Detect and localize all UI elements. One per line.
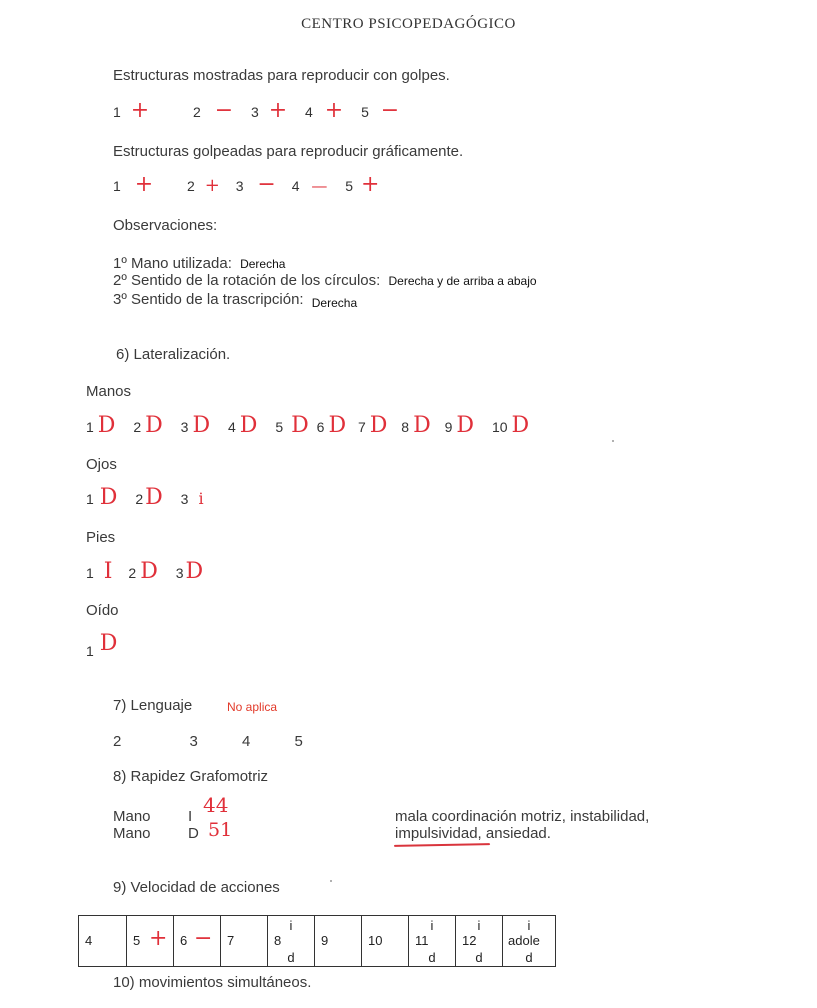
grafomotor-heading: 8) Rapidez Grafomotriz (113, 768, 269, 785)
comment-rest: , ansiedad. (477, 825, 551, 842)
hand-left-side: I (188, 808, 193, 825)
hand-right-side: D (188, 825, 199, 842)
ear-row (86, 631, 118, 659)
handwritten-mark: D (239, 413, 258, 438)
item-number: 4 (305, 104, 313, 120)
item-number: 1 (113, 178, 121, 194)
table-cell (268, 916, 315, 967)
language-note: No aplica (227, 700, 278, 714)
item-number: 1 (86, 565, 94, 581)
item-number: 2 (128, 565, 137, 581)
item-number: 7 (357, 419, 366, 435)
handwritten-mark: − (194, 926, 213, 951)
item-number: 5 (361, 104, 369, 120)
item-number: 2 (187, 178, 195, 194)
cell-label: 5 (133, 933, 141, 948)
table-cell (409, 916, 456, 967)
hand-used-value: Derecha (240, 257, 286, 271)
table-cell (503, 916, 556, 967)
item-number: 4 (291, 178, 300, 194)
grafomotor-comment-line2 (395, 825, 551, 842)
item-number: 3 (189, 733, 198, 750)
feet-label: Pies (86, 529, 116, 546)
item-number: 5 (275, 419, 284, 435)
structures-struck-row (113, 174, 379, 196)
handwritten-mark: D (185, 559, 204, 584)
page-title: CENTRO PSICOPEDAGÓGICO (301, 16, 516, 32)
table-cell (456, 916, 503, 967)
table-row (79, 916, 556, 967)
handwritten-mark: D (145, 485, 163, 510)
item-number: 2 (135, 491, 144, 507)
structures-struck-label: Estructuras golpeadas para reproducir gráficamente. (113, 143, 464, 160)
rotation-label: 2º Sentido de la rotación de los círculos: (113, 272, 381, 289)
item-number: 10 (491, 419, 508, 435)
hands-row (86, 415, 529, 437)
hand-right-score: 51 (208, 819, 233, 841)
item-number: 1 (113, 104, 121, 120)
handwritten-mark: D (328, 413, 347, 438)
handwritten-mark: + (149, 926, 168, 951)
structures-shown-label: Estructuras mostradas para reproducir con golpes. (113, 67, 450, 84)
table-cell (174, 916, 221, 967)
item-number: 2 (113, 733, 122, 750)
item-number: 6 (316, 419, 325, 435)
cell-label: 9 (321, 933, 329, 948)
item-number: 5 (345, 178, 354, 194)
handwritten-mark: D (192, 413, 211, 438)
hand-used-line (113, 255, 285, 272)
handwritten-mark: − (257, 172, 276, 197)
transcription-line (113, 291, 357, 308)
table-cell (127, 916, 174, 967)
hand-right-label: Mano (113, 825, 151, 842)
eyes-label: Ojos (86, 456, 117, 473)
cell-label: adole (508, 933, 540, 948)
handwritten-mark: D (456, 413, 475, 438)
hand-used-label: 1º Mano utilizada: (113, 255, 232, 272)
rotation-value: Derecha y de arriba a abajo (388, 274, 537, 288)
red-underline (394, 843, 490, 847)
grafomotor-comment-line1: mala coordinación motriz, instabilidad, (395, 808, 650, 825)
handwritten-mark: + (324, 98, 344, 123)
scan-speck (330, 880, 332, 882)
language-heading: 7) Lenguaje (113, 697, 193, 714)
cell-bottom-mark: d (525, 950, 533, 965)
lateralization-heading: 6) Lateralización. (116, 346, 231, 363)
item-number: 3 (175, 565, 184, 581)
handwritten-mark: D (99, 485, 118, 510)
item-number: 4 (227, 419, 236, 435)
table-cell (315, 916, 362, 967)
cell-bottom-mark: d (475, 950, 483, 965)
cell-label: 4 (85, 933, 93, 948)
language-numbers (113, 733, 303, 750)
handwritten-mark: D (511, 413, 530, 438)
cell-bottom-mark: d (287, 950, 295, 965)
item-number: 2 (193, 104, 201, 120)
item-number: 4 (242, 733, 251, 750)
hand-left-score: 44 (203, 793, 229, 817)
cell-label: 7 (227, 933, 235, 948)
cell-top-mark: i (477, 918, 481, 933)
rotation-line (113, 272, 537, 289)
cell-label: 12 (462, 933, 477, 948)
handwritten-mark: − (380, 98, 400, 123)
item-number: 1 (86, 491, 94, 507)
ear-label: Oído (86, 602, 119, 619)
feet-row (86, 561, 203, 583)
observations-label: Observaciones: (113, 217, 218, 234)
item-number: 5 (294, 733, 303, 750)
handwritten-mark: + (204, 175, 220, 196)
item-number: 3 (180, 491, 189, 507)
table-cell (79, 916, 127, 967)
table-cell (221, 916, 268, 967)
hands-label: Manos (86, 383, 132, 400)
handwritten-mark: I (103, 559, 113, 584)
handwritten-mark: + (134, 172, 154, 197)
transcription-label: 3º Sentido de la trascripción: (113, 291, 304, 308)
table-cell (362, 916, 409, 967)
handwritten-mark: + (130, 98, 150, 123)
handwritten-mark: D (145, 413, 163, 438)
handwritten-mark: D (99, 631, 118, 656)
hand-left-label: Mano (113, 808, 151, 825)
eyes-row (86, 487, 204, 509)
handwritten-mark: D (369, 413, 388, 438)
actions-table (78, 915, 556, 967)
scan-speck (612, 440, 614, 442)
transcription-value: Derecha (311, 296, 358, 310)
actions-heading: 9) Velocidad de acciones (113, 879, 280, 896)
handwritten-mark: D (97, 413, 116, 438)
cell-top-mark: i (527, 918, 531, 933)
cell-label: 8 (274, 933, 282, 948)
comment-underlined-word: impulsividad (395, 825, 478, 842)
cell-top-mark: i (289, 918, 293, 933)
handwritten-mark: D (291, 413, 309, 438)
item-number: 9 (444, 419, 453, 435)
item-number: 2 (133, 419, 142, 435)
item-number: 1 (86, 419, 94, 435)
handwritten-mark: + (268, 98, 288, 123)
cell-label: 6 (180, 933, 188, 948)
cell-top-mark: i (430, 918, 434, 933)
cell-bottom-mark: d (428, 950, 436, 965)
item-number: 3 (180, 419, 189, 435)
handwritten-mark: − (214, 98, 234, 123)
structures-shown-row (113, 100, 399, 122)
cell-label: 11 (415, 933, 429, 948)
cell-label: 10 (368, 933, 383, 948)
handwritten-mark: — (311, 176, 328, 195)
handwritten-mark: D (413, 413, 431, 438)
simultaneous-heading: 10) movimientos simultáneos. (113, 974, 312, 991)
item-number: 8 (401, 419, 410, 435)
item-number: 3 (251, 104, 259, 120)
handwritten-mark: + (360, 172, 380, 197)
handwritten-mark: D (140, 559, 158, 584)
item-number: 1 (86, 643, 94, 659)
item-number: 3 (235, 178, 244, 194)
handwritten-mark: i (198, 489, 204, 508)
